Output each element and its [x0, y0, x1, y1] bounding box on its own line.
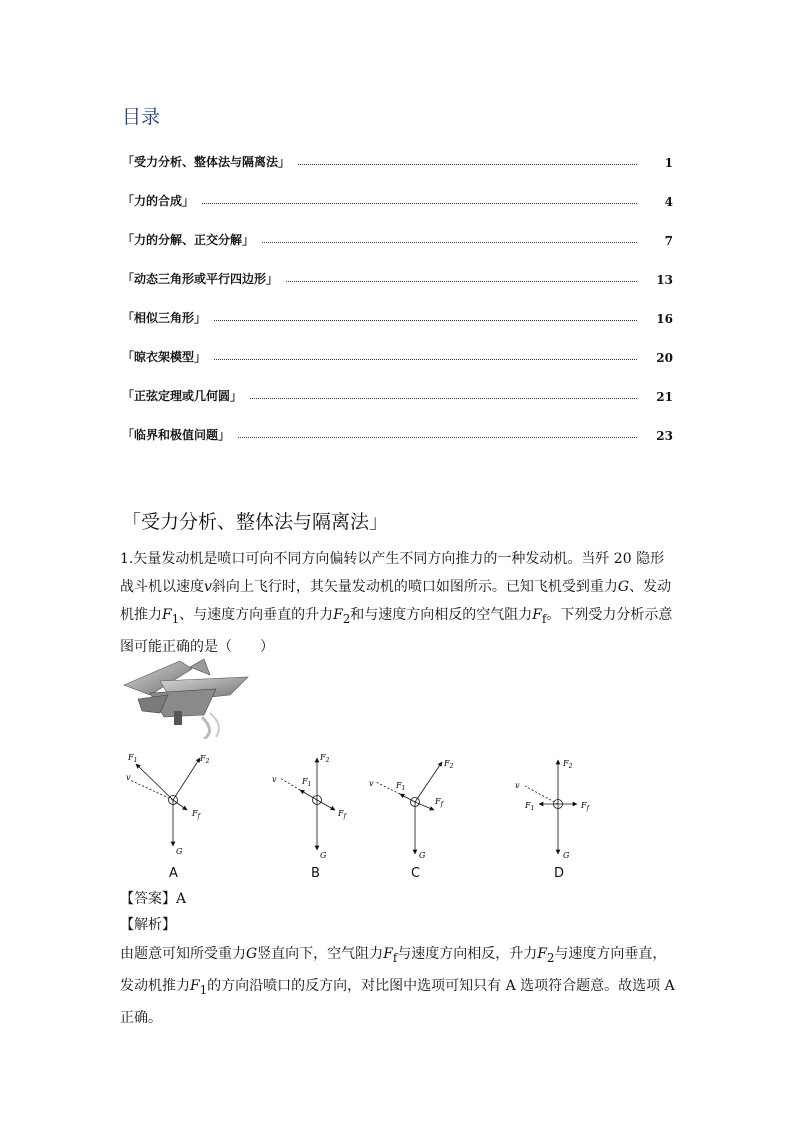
option-a-label: A	[169, 866, 178, 881]
toc-entry-page: 20	[656, 351, 673, 365]
toc-entry-label: 「动态三角形或平行四边形」	[122, 272, 279, 286]
svg-text:G: G	[419, 851, 426, 860]
toc-entry-page: 1	[664, 156, 673, 170]
toc-leader	[238, 437, 637, 438]
force-diagram-b	[262, 750, 372, 862]
svg-text:F1: $F_1$	[128, 753, 138, 764]
svg-text:G: G	[320, 851, 327, 860]
svg-text:v: v	[515, 781, 520, 790]
toc-entry-label: 「相似三角形」	[122, 311, 207, 325]
svg-text:F1: $F_1$	[302, 777, 312, 788]
toc-entry-page: 7	[664, 234, 673, 248]
toc-title: 目录	[122, 106, 161, 128]
section-title: 「受力分析、整体法与隔离法」	[122, 511, 389, 533]
toc-entry-label: 「力的分解、正交分解」	[122, 233, 255, 247]
svg-text:F2: $F_2$	[563, 759, 573, 770]
explanation-label: 【解析】	[120, 917, 176, 933]
toc-entry-page: 13	[656, 273, 673, 287]
svg-text:Ff: $F_f$	[435, 797, 443, 808]
svg-text:Ff: $F_f$	[581, 801, 589, 812]
svg-text:G: G	[176, 847, 183, 856]
toc-entry-page: 21	[656, 390, 673, 404]
answer: 【答案】A	[120, 891, 187, 907]
option-b-label: B	[311, 866, 320, 881]
question-1-text: 1.矢量发动机是喷口可向不同方向偏转以产生不同方向推力的一种发动机。当歼 20 隐形战斗机以速度v斜向上飞行时，其矢量发动机的喷口如图所示。已知飞机受到重力G、发动机推力$F_1$、与速度方向垂直的升力$F_2$和与速度方向相反的空气阻力$F_f$。下列受力分析示意图可能正确的是（ ）	[120, 551, 673, 655]
fighter-jet-image	[120, 655, 252, 739]
toc-leader	[286, 281, 637, 282]
svg-text:F2: $F_2$	[200, 754, 210, 765]
toc-entry-page: 23	[656, 429, 673, 443]
toc-entry-label: 「力的合成」	[122, 194, 195, 208]
svg-text:G: G	[563, 851, 570, 860]
svg-text:F1: $F_1$	[396, 781, 406, 792]
svg-text:v: v	[126, 773, 131, 782]
toc-entry[interactable]	[122, 150, 673, 170]
svg-text:Ff: $F_f$	[338, 809, 346, 820]
toc-leader	[250, 398, 637, 399]
explanation-text: 由题意可知所受重力G竖直向下，空气阻力$F_f$与速度方向相反，升力$F_2$与速度方向垂直，发动机推力$F_1$的方向沿喷口的反方向，对比图中选项可知只有 A 选项符合题意。故选项 A 正确。	[120, 946, 675, 1026]
toc-entry[interactable]	[122, 423, 673, 443]
toc-entry[interactable]	[122, 384, 673, 404]
option-c-label: C	[411, 866, 421, 881]
toc-entry[interactable]	[122, 345, 673, 365]
toc-entry-label: 「晾衣架模型」	[122, 350, 207, 364]
svg-text:F1: $F_1$	[525, 801, 535, 812]
svg-text:F2: $F_2$	[444, 759, 454, 770]
toc-leader	[202, 203, 637, 204]
svg-text:F2: $F_2$	[320, 753, 330, 764]
force-diagram-d	[505, 750, 615, 862]
toc-entry-label: 「受力分析、整体法与隔离法」	[122, 155, 291, 169]
svg-text:Ff: $F_f$	[192, 809, 200, 820]
toc-entry[interactable]	[122, 189, 673, 209]
svg-text:v: v	[369, 779, 374, 788]
toc-leader	[298, 164, 637, 165]
force-diagram-c	[362, 750, 472, 862]
toc-entry-page: 4	[664, 195, 673, 209]
option-d-label: D	[554, 866, 565, 881]
toc-leader	[262, 242, 637, 243]
force-diagram-a	[120, 750, 230, 862]
svg-text:v: v	[272, 775, 277, 784]
toc-leader	[214, 359, 637, 360]
toc-entry[interactable]	[122, 306, 673, 326]
toc-entry-label: 「正弦定理或几何圆」	[122, 389, 243, 403]
toc-entry-page: 16	[656, 312, 673, 326]
toc-entry[interactable]	[122, 267, 673, 287]
toc-entry-label: 「临界和极值问题」	[122, 428, 231, 442]
toc-leader	[214, 320, 637, 321]
toc-entry[interactable]	[122, 228, 673, 248]
